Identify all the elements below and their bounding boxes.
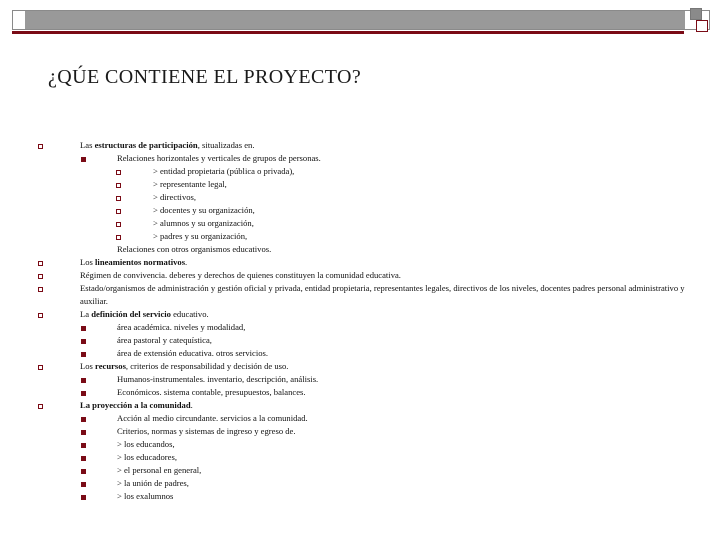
list-item-bold-term: recursos <box>95 361 126 371</box>
list-item-text: > los educadores, <box>117 452 177 462</box>
list-item <box>38 451 698 464</box>
list-item <box>38 308 698 321</box>
list-item-text: > representante legal, <box>153 179 227 189</box>
list-item-text <box>80 308 209 321</box>
list-item-text <box>80 360 288 373</box>
list-item-text <box>80 256 187 269</box>
filled-square-bullet-icon <box>81 378 86 383</box>
filled-square-bullet-icon <box>81 417 86 422</box>
list-item <box>38 152 698 165</box>
list-item-text-suffix: , criterios de responsabilidad y decisión de uso. <box>125 361 289 371</box>
list-item <box>38 490 698 503</box>
list-item-text: > alumnos y su organización, <box>153 218 254 228</box>
list-item <box>38 438 698 451</box>
filled-square-bullet-icon <box>81 391 86 396</box>
list-item <box>38 386 698 399</box>
hollow-square-bullet-icon <box>38 313 43 318</box>
list-item-bold-term: definición del servicio <box>91 309 171 319</box>
list-item <box>38 256 698 269</box>
hollow-square-bullet-icon <box>38 287 43 292</box>
list-item <box>38 477 698 490</box>
filled-square-bullet-icon <box>81 443 86 448</box>
list-item-text: área de extensión educativa. otros servicios. <box>117 348 269 358</box>
filled-square-bullet-icon <box>81 339 86 344</box>
filled-square-bullet-icon <box>81 352 86 357</box>
header-square-outline <box>696 20 708 32</box>
list-item-text-prefix: Los <box>80 361 96 371</box>
list-item-text: Régimen de convivencia. deberes y derechos de quienes constituyen la comunidad educativa. <box>80 270 401 280</box>
list-item-text-suffix: educativo. <box>170 309 209 319</box>
slide-title: ¿QÚE CONTIENE EL PROYECTO? <box>48 66 362 88</box>
list-item-bold-term: estructuras de participación <box>94 140 198 150</box>
list-item-text: > los exalumnos <box>117 491 174 501</box>
list-item <box>38 464 698 477</box>
header-square-gray <box>690 8 702 20</box>
list-item-text: > padres y su organización, <box>153 231 248 241</box>
filled-square-bullet-icon <box>81 456 86 461</box>
filled-square-bullet-icon <box>81 469 86 474</box>
filled-square-bullet-icon <box>81 157 86 162</box>
list-item-text: Económicos. sistema contable, presupuestos, balances. <box>117 387 306 397</box>
list-item <box>38 230 698 243</box>
list-item-text: > entidad propietaria (pública o privada), <box>153 166 295 176</box>
list-item-text-suffix: . <box>190 400 193 410</box>
list-item-text: Relaciones con otros organismos educativos. <box>117 244 272 254</box>
list-item-text-prefix: Las <box>80 140 95 150</box>
list-item-text <box>80 139 254 152</box>
list-item-text: área académica. niveles y modalidad, <box>117 322 246 332</box>
list-item <box>38 191 698 204</box>
list-item-text: Humanos-instrumentales. inventario, descripción, análisis. <box>117 374 319 384</box>
list-item <box>38 399 698 412</box>
list-item-text: > directivos, <box>153 192 197 202</box>
hollow-square-bullet-icon <box>38 274 43 279</box>
header-bar-fill <box>25 11 685 29</box>
list-item-text: Acción al medio circundante. servicios a la comunidad. <box>117 413 308 423</box>
list-item <box>38 347 698 360</box>
hollow-square-bullet-icon <box>38 365 43 370</box>
filled-square-bullet-icon <box>81 430 86 435</box>
list-item-bold-term: lineamientos normativos <box>95 257 186 267</box>
list-item <box>38 243 698 256</box>
list-item-text-prefix: Los <box>80 257 96 267</box>
bullet-list <box>38 139 698 503</box>
filled-square-bullet-icon <box>81 495 86 500</box>
list-item-text: > el personal en general, <box>117 465 202 475</box>
filled-square-bullet-icon <box>81 482 86 487</box>
list-item-text: área pastoral y catequística, <box>117 335 212 345</box>
hollow-square-bullet-icon <box>116 183 121 188</box>
list-item-text <box>80 399 193 412</box>
list-item-text: > docentes y su organización, <box>153 205 255 215</box>
list-item <box>38 360 698 373</box>
list-item <box>38 425 698 438</box>
list-item <box>38 412 698 425</box>
hollow-square-bullet-icon <box>38 404 43 409</box>
list-item <box>38 165 698 178</box>
hollow-square-bullet-icon <box>116 170 121 175</box>
hollow-square-bullet-icon <box>116 235 121 240</box>
hollow-square-bullet-icon <box>116 196 121 201</box>
filled-square-bullet-icon <box>81 326 86 331</box>
header-bar <box>12 10 710 30</box>
hollow-square-bullet-icon <box>116 209 121 214</box>
list-item <box>38 334 698 347</box>
list-item <box>38 178 698 191</box>
list-item <box>38 321 698 334</box>
list-item-text-suffix: . <box>185 257 188 267</box>
list-item-text: > los educandos, <box>117 439 175 449</box>
list-item <box>38 282 698 308</box>
list-item-text-prefix: La <box>80 309 92 319</box>
hollow-square-bullet-icon <box>116 222 121 227</box>
list-item <box>38 217 698 230</box>
hollow-square-bullet-icon <box>38 261 43 266</box>
list-item-text: > la unión de padres, <box>117 478 189 488</box>
list-item-text: Estado/organismos de administración y gestión oficial y privada, entidad propietaria, representantes legales, directivos de los niveles, docentes padres personal administrativo y auxiliar. <box>80 283 685 306</box>
list-item-text: Relaciones horizontales y verticales de grupos de personas. <box>117 153 321 163</box>
list-item <box>38 269 698 282</box>
list-item <box>38 139 698 152</box>
list-item-bold-term: La proyección a la comunidad <box>80 400 191 410</box>
list-item-text-suffix: , situalizadas en. <box>197 140 255 150</box>
header-accent-line <box>12 31 684 34</box>
list-item-text: Criterios, normas y sistemas de ingreso y egreso de. <box>117 426 296 436</box>
list-item <box>38 204 698 217</box>
list-item <box>38 373 698 386</box>
hollow-square-bullet-icon <box>38 144 43 149</box>
